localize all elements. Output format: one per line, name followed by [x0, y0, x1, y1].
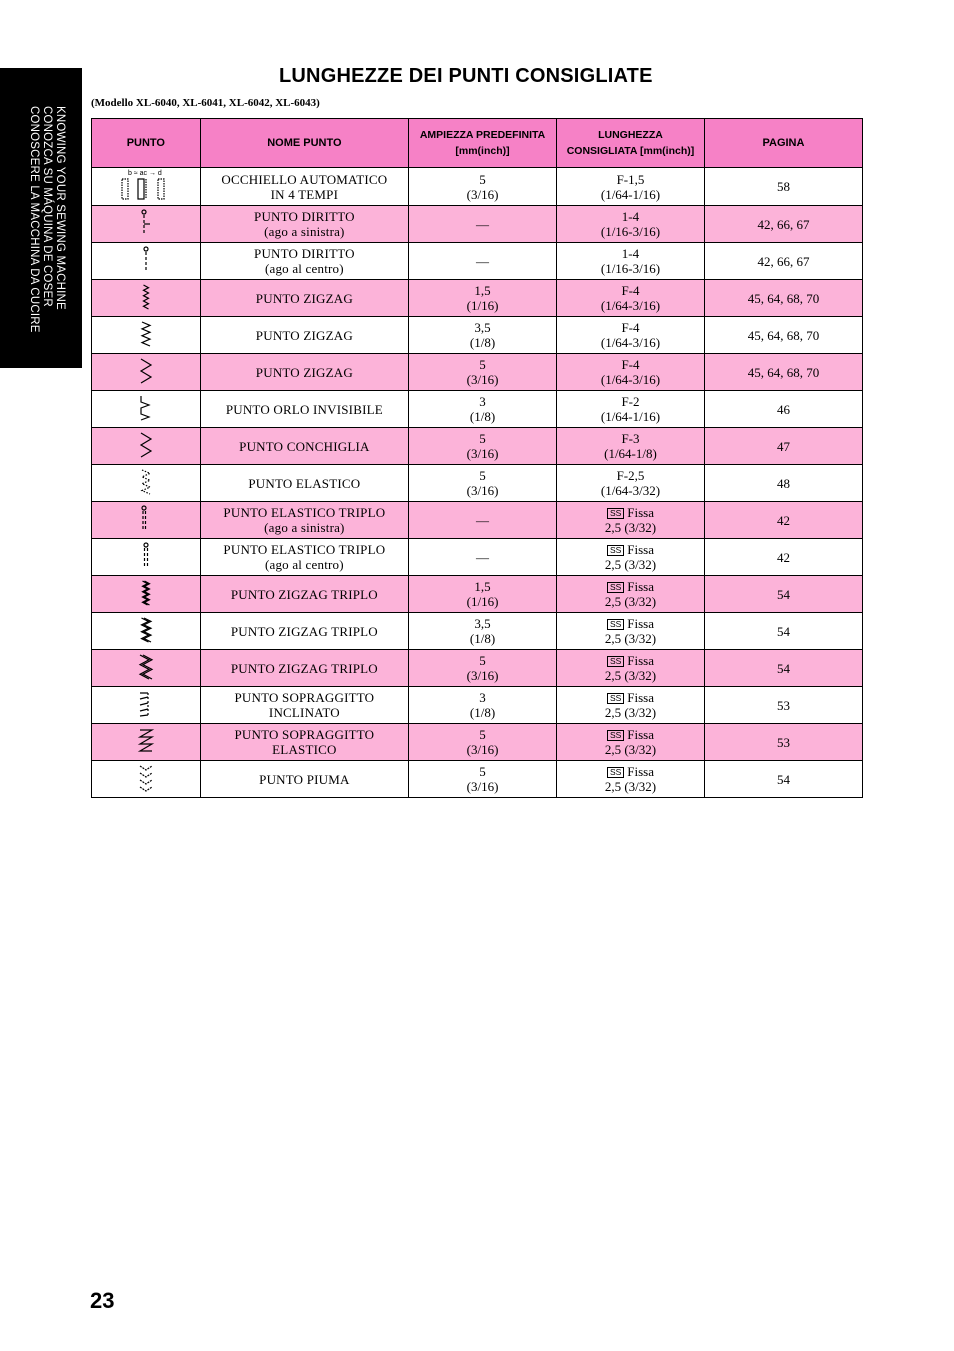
default-width-inch: (3/16) — [466, 742, 499, 757]
stitch-name-line2: (ago a sinistra) — [264, 520, 345, 535]
table-body — [92, 168, 863, 798]
stitch-name-cell — [200, 761, 408, 798]
stitch-name-line1: PUNTO ORLO INVISIBILE — [225, 401, 383, 417]
recommended-length-line2: 2,5 (3/32) — [604, 742, 657, 757]
default-width-inch: (1/8) — [469, 335, 496, 350]
recommended-length-line2: (1/64-3/16) — [600, 335, 661, 350]
stitch-icon-cell — [92, 243, 201, 280]
recommended-length-value: F-1,5 — [616, 171, 645, 187]
recommended-length-cell — [557, 280, 705, 317]
table-row — [92, 650, 863, 687]
stitch-name-cell — [200, 168, 408, 206]
stitch-icon-cell — [92, 687, 201, 724]
page-ref-cell: 42, 66, 67 — [704, 206, 862, 243]
table-row — [92, 687, 863, 724]
recommended-length-line2: 2,5 (3/32) — [604, 631, 657, 646]
stitch-name-line1: PUNTO DIRITTO — [254, 209, 355, 224]
recommended-length-cell — [557, 428, 705, 465]
stitch-name-cell — [200, 206, 408, 243]
default-width-mm: 1,5 — [474, 579, 491, 594]
side-tab — [0, 68, 82, 368]
default-width-inch: (1/16) — [466, 594, 499, 609]
recommended-length-line1 — [557, 690, 704, 705]
default-width-mm: 5 — [479, 431, 486, 446]
recommended-length-line1 — [557, 320, 704, 335]
table-row — [92, 576, 863, 613]
recommended-length-cell — [557, 168, 705, 206]
triple-zigzag-medium-icon — [126, 615, 166, 648]
recommended-length-value: F-2,5 — [616, 468, 645, 483]
page-ref-cell: 42, 66, 67 — [704, 243, 862, 280]
stitch-icon-cell — [92, 317, 201, 354]
stitch-name-line1: PUNTO ZIGZAG TRIPLO — [230, 623, 378, 639]
default-width-inch: (3/16) — [466, 779, 499, 794]
side-tab-text — [0, 68, 82, 368]
stitch-name-cell — [200, 650, 408, 687]
recommended-length-value: F-3 — [621, 431, 640, 446]
recommended-length-line1 — [557, 579, 704, 594]
stitch-name-line1: PUNTO ELASTICO TRIPLO — [223, 505, 386, 520]
stitch-icon-cell — [92, 576, 201, 613]
default-width-cell — [409, 243, 557, 280]
stretch-overlock-icon — [126, 726, 166, 759]
recommended-length-line1 — [557, 246, 704, 261]
recommended-length-line1 — [557, 431, 704, 446]
header-ampiezza-line1: AMPIEZZA PREDEFINITA — [419, 129, 546, 141]
recommended-length-line2: (1/64-1/8) — [604, 446, 657, 461]
recommended-length-cell — [557, 354, 705, 391]
zigzag-small-icon — [126, 282, 166, 315]
header-nome-punto: NOME PUNTO — [200, 119, 408, 168]
side-tab-line: CONOSCERE LA MACCHINA DA CUCIRE — [28, 106, 40, 333]
recommended-length-line1 — [557, 653, 704, 668]
model-subtitle: (Modello XL-6040, XL-6041, XL-6042, XL-6043) — [91, 97, 320, 109]
stitch-name-cell — [200, 724, 408, 761]
default-width-mm: 3 — [479, 690, 486, 705]
zigzag-wide-icon — [126, 356, 166, 389]
stitch-name-line2: INCLINATO — [268, 705, 340, 720]
stitch-icon-cell — [92, 650, 201, 687]
stitch-name-line1: PUNTO DIRITTO — [254, 246, 355, 261]
table-row — [92, 391, 863, 428]
recommended-length-cell — [557, 761, 705, 798]
stitch-icon-cell — [92, 502, 201, 539]
stitch-name-cell — [200, 243, 408, 280]
recommended-length-line1 — [557, 764, 704, 779]
page-ref-cell: 54 — [704, 761, 862, 798]
recommended-length-line1 — [557, 283, 704, 298]
default-width-inch: (1/8) — [469, 409, 496, 424]
ss-badge: SS — [607, 582, 624, 593]
default-width-cell — [409, 687, 557, 724]
page-ref-cell: 53 — [704, 687, 862, 724]
header-punto: PUNTO — [92, 119, 201, 168]
stitch-icon-cell — [92, 206, 201, 243]
stitch-name-line1: PUNTO ZIGZAG TRIPLO — [230, 586, 378, 602]
default-width-mm: 5 — [479, 764, 486, 779]
default-width-mm: 5 — [479, 727, 486, 742]
recommended-length-value: Fissa — [627, 616, 655, 631]
default-width-inch: (3/16) — [466, 483, 499, 498]
recommended-length-line2: (1/16-3/16) — [600, 224, 661, 239]
ss-badge: SS — [607, 693, 624, 704]
default-width-cell — [409, 280, 557, 317]
shell-tuck-icon — [126, 430, 166, 463]
default-width-mm: — — [476, 549, 490, 565]
stitch-name-cell — [200, 576, 408, 613]
ss-badge: SS — [607, 656, 624, 667]
page-ref-cell: 54 — [704, 650, 862, 687]
recommended-length-value: Fissa — [627, 542, 655, 557]
recommended-length-line1 — [557, 357, 704, 372]
default-width-cell — [409, 539, 557, 576]
triple-zigzag-small-icon — [126, 578, 166, 611]
recommended-length-value: Fissa — [627, 690, 655, 705]
straight-left-icon — [126, 208, 166, 241]
header-pagina: PAGINA — [704, 119, 862, 168]
table-row — [92, 168, 863, 206]
stitch-name-line1: PUNTO ZIGZAG — [255, 327, 353, 343]
stitch-name-line1: PUNTO ZIGZAG — [255, 290, 353, 306]
recommended-length-value: Fissa — [627, 579, 655, 594]
stitch-icon-cell — [92, 391, 201, 428]
default-width-mm: 5 — [479, 171, 486, 187]
page-number: 23 — [90, 1288, 115, 1313]
recommended-length-cell — [557, 576, 705, 613]
default-width-mm: 3,5 — [474, 616, 491, 631]
recommended-length-line1 — [557, 542, 704, 557]
table-row — [92, 724, 863, 761]
page-ref-cell: 53 — [704, 724, 862, 761]
page-ref-cell: 45, 64, 68, 70 — [704, 280, 862, 317]
recommended-length-line1 — [557, 172, 704, 187]
recommended-length-value: Fissa — [627, 727, 655, 742]
default-width-mm: 5 — [479, 357, 486, 372]
stitch-icon-cell — [92, 613, 201, 650]
stitch-name-cell — [200, 391, 408, 428]
table-row — [92, 428, 863, 465]
recommended-length-value: Fissa — [627, 505, 655, 520]
table-header-row — [92, 119, 863, 168]
stitch-name-cell — [200, 687, 408, 724]
default-width-inch: (1/8) — [469, 705, 496, 720]
stitch-name-line1: PUNTO SOPRAGGITTO — [234, 690, 375, 705]
recommended-length-line2: (1/64-3/16) — [600, 298, 661, 313]
recommended-length-value: Fissa — [627, 764, 655, 779]
recommended-length-value: F-4 — [621, 357, 640, 372]
recommended-length-cell — [557, 391, 705, 428]
recommended-length-cell — [557, 687, 705, 724]
default-width-mm: 5 — [479, 468, 486, 483]
default-width-cell — [409, 761, 557, 798]
page-ref-cell: 45, 64, 68, 70 — [704, 354, 862, 391]
recommended-length-line2: 2,5 (3/32) — [604, 594, 657, 609]
page-ref-cell: 47 — [704, 428, 862, 465]
ss-badge: SS — [607, 767, 624, 778]
default-width-cell — [409, 576, 557, 613]
table-row — [92, 206, 863, 243]
table-row — [92, 465, 863, 502]
page-ref-cell: 58 — [704, 168, 862, 206]
recommended-length-line2: 2,5 (3/32) — [604, 520, 657, 535]
recommended-length-line1 — [557, 468, 704, 483]
stitch-name-cell — [200, 613, 408, 650]
stitch-name-line1: PUNTO SOPRAGGITTO — [234, 727, 375, 742]
default-width-cell — [409, 502, 557, 539]
page-ref-cell: 48 — [704, 465, 862, 502]
default-width-inch: (3/16) — [466, 446, 499, 461]
table-row — [92, 502, 863, 539]
stitch-name-line2: (ago al centro) — [264, 557, 344, 572]
default-width-cell — [409, 650, 557, 687]
recommended-length-line2: (1/64-3/16) — [600, 372, 661, 387]
recommended-length-cell — [557, 317, 705, 354]
recommended-length-value: F-2 — [621, 394, 640, 409]
recommended-length-value: 1-4 — [621, 246, 640, 261]
stitch-name-line1: PUNTO CONCHIGLIA — [239, 438, 370, 454]
stitch-icon-cell — [92, 354, 201, 391]
blind-hem-icon — [126, 393, 166, 426]
table-row — [92, 539, 863, 576]
page-ref-cell: 54 — [704, 576, 862, 613]
default-width-mm: 3,5 — [474, 320, 491, 335]
recommended-length-line2: 2,5 (3/32) — [604, 668, 657, 683]
stitch-name-cell — [200, 317, 408, 354]
recommended-length-line2: (1/16-3/16) — [600, 261, 661, 276]
default-width-mm: — — [476, 512, 490, 528]
recommended-length-cell — [557, 502, 705, 539]
recommended-length-line1 — [557, 505, 704, 520]
stitch-name-line1: PUNTO PIUMA — [259, 771, 350, 787]
recommended-length-cell — [557, 243, 705, 280]
default-width-cell — [409, 168, 557, 206]
recommended-length-cell — [557, 206, 705, 243]
default-width-cell — [409, 613, 557, 650]
page-ref-cell: 45, 64, 68, 70 — [704, 317, 862, 354]
stitch-name-cell — [200, 539, 408, 576]
ss-badge: SS — [607, 730, 624, 741]
recommended-length-line2: (1/64-3/32) — [600, 483, 661, 498]
default-width-inch: (1/16) — [466, 298, 499, 313]
table-row — [92, 761, 863, 798]
stitch-icon-cell — [92, 168, 201, 206]
stitch-name-line2: (ago a sinistra) — [264, 224, 345, 239]
buttonhole-icon — [116, 168, 176, 205]
recommended-length-value: F-4 — [621, 320, 640, 335]
stitch-icon-cell — [92, 428, 201, 465]
default-width-cell — [409, 465, 557, 502]
buttonhole-steps-label: b ≈ ac → d — [127, 170, 162, 177]
stitch-name-line1: PUNTO ZIGZAG TRIPLO — [230, 660, 378, 676]
default-width-cell — [409, 391, 557, 428]
recommended-length-cell — [557, 613, 705, 650]
page-ref-cell: 42 — [704, 502, 862, 539]
default-width-cell — [409, 354, 557, 391]
stitch-name-cell — [200, 465, 408, 502]
recommended-length-value: F-4 — [621, 283, 640, 298]
stitch-name-line1: PUNTO ZIGZAG — [255, 364, 353, 380]
recommended-length-line2: 2,5 (3/32) — [604, 779, 657, 794]
side-tab-line: KNOWING YOUR SEWING MACHINE — [54, 106, 66, 310]
stitch-name-line2: ELASTICO — [272, 742, 337, 757]
stitch-icon-cell — [92, 761, 201, 798]
stitch-name-cell — [200, 354, 408, 391]
recommended-length-line1 — [557, 727, 704, 742]
header-lunghezza-line2: CONSIGLIATA [mm(inch)] — [566, 145, 695, 157]
stitch-icon-cell — [92, 724, 201, 761]
triple-zigzag-wide-icon — [126, 652, 166, 685]
recommended-length-line2: 2,5 (3/32) — [604, 557, 657, 572]
page-ref-cell: 42 — [704, 539, 862, 576]
recommended-length-line2: (1/64-1/16) — [600, 186, 661, 202]
header-lunghezza — [557, 119, 705, 168]
stitch-name-cell — [200, 428, 408, 465]
ss-badge: SS — [607, 619, 624, 630]
default-width-mm: 1,5 — [474, 283, 491, 298]
default-width-inch: (3/16) — [466, 372, 499, 387]
page-ref-cell: 54 — [704, 613, 862, 650]
default-width-inch: (1/8) — [469, 631, 496, 646]
stitch-name-line1: PUNTO ELASTICO — [248, 475, 361, 491]
ss-badge: SS — [607, 508, 624, 519]
default-width-mm: — — [476, 216, 490, 232]
straight-center-icon — [126, 245, 166, 278]
slant-overlock-icon — [126, 689, 166, 722]
recommended-length-cell — [557, 539, 705, 576]
recommended-length-line2: (1/64-1/16) — [600, 409, 661, 424]
ss-badge: SS — [607, 545, 624, 556]
default-width-cell — [409, 428, 557, 465]
default-width-cell — [409, 206, 557, 243]
stitch-name-line2: (ago al centro) — [264, 261, 344, 276]
feather-icon — [126, 763, 166, 796]
stitch-name-line1: PUNTO ELASTICO TRIPLO — [223, 542, 386, 557]
table-row — [92, 317, 863, 354]
default-width-cell — [409, 317, 557, 354]
recommended-length-cell — [557, 465, 705, 502]
header-lunghezza-line1: LUNGHEZZA — [598, 129, 663, 141]
header-ampiezza — [409, 119, 557, 168]
elastic-icon — [126, 467, 166, 500]
stitch-table — [91, 118, 863, 798]
table-row — [92, 354, 863, 391]
stitch-name-cell — [200, 280, 408, 317]
stitch-icon-cell — [92, 539, 201, 576]
recommended-length-line1 — [557, 616, 704, 631]
stitch-name-line1: OCCHIELLO AUTOMATICO — [221, 171, 388, 187]
header-ampiezza-line2: [mm(inch)] — [455, 145, 510, 157]
default-width-cell — [409, 724, 557, 761]
recommended-length-cell — [557, 650, 705, 687]
stitch-icon-cell — [92, 465, 201, 502]
stitch-icon-cell — [92, 280, 201, 317]
page-ref-cell: 46 — [704, 391, 862, 428]
default-width-inch: (3/16) — [466, 186, 499, 202]
table-row — [92, 613, 863, 650]
zigzag-medium-icon — [126, 319, 166, 352]
default-width-mm: — — [476, 253, 490, 269]
default-width-inch: (3/16) — [466, 668, 499, 683]
stitch-name-cell — [200, 502, 408, 539]
recommended-length-line2: 2,5 (3/32) — [604, 705, 657, 720]
recommended-length-line1 — [557, 394, 704, 409]
triple-stretch-left-icon — [126, 504, 166, 537]
recommended-length-value: 1-4 — [621, 209, 640, 224]
default-width-mm: 5 — [479, 653, 486, 668]
recommended-length-cell — [557, 724, 705, 761]
triple-stretch-center-icon — [126, 541, 166, 574]
stitch-name-line2: IN 4 TEMPI — [270, 186, 339, 202]
table-row — [92, 280, 863, 317]
recommended-length-line1 — [557, 209, 704, 224]
default-width-mm: 3 — [479, 394, 486, 409]
side-tab-line: CONOZCA SU MÁQUINA DE COSER — [41, 106, 53, 307]
page-title: LUNGHEZZE DEI PUNTI CONSIGLIATE — [279, 65, 653, 87]
recommended-length-value: Fissa — [627, 653, 655, 668]
table-row — [92, 243, 863, 280]
